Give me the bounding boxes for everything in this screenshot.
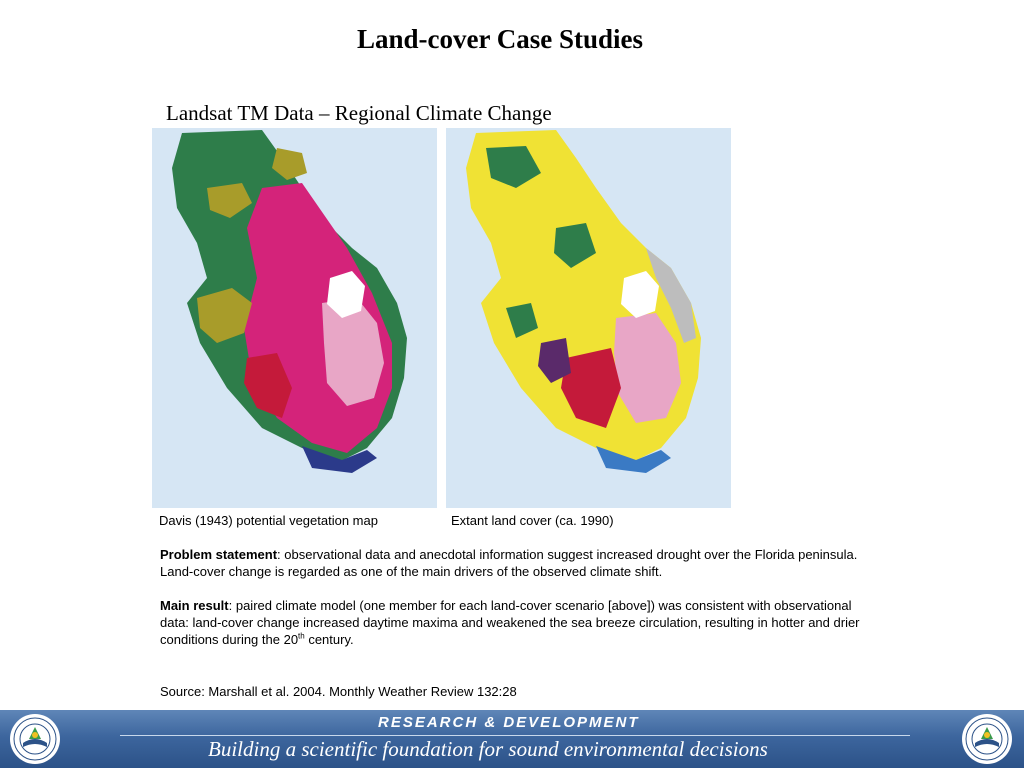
potential-vegetation-caption: Davis (1943) potential vegetation map bbox=[159, 513, 378, 528]
epa-seal-icon bbox=[961, 713, 1013, 765]
main-result-label: Main result bbox=[160, 598, 229, 613]
problem-statement-label: Problem statement bbox=[160, 547, 278, 562]
page-title: Land-cover Case Studies bbox=[356, 24, 644, 54]
problem-statement-text: : observational data and anecdotal information suggest increased drought over the Florida peninsula. Land-cover change is regarded as one of the main drivers of the observed climate shift. bbox=[160, 547, 858, 579]
footer-tagline: Building a scientific foundation for sound environmental decisions bbox=[208, 737, 768, 761]
main-result-text-end: century. bbox=[304, 632, 354, 647]
main-result-text: : paired climate model (one member for each land-cover scenario [above]) was consistent with observational data: land-cover change increased daytime maxima and weakened the sea breeze circulation, resulting in hotter and drier conditions during the 20 bbox=[160, 598, 860, 647]
epa-seal-icon bbox=[9, 713, 61, 765]
source-citation: Source: Marshall et al. 2004. Monthly Weather Review 132:28 bbox=[160, 684, 517, 699]
potential-vegetation-map bbox=[152, 128, 437, 508]
extant-land-cover-caption: Extant land cover (ca. 1990) bbox=[451, 513, 614, 528]
research-development-label: RESEARCH & DEVELOPMENT bbox=[378, 714, 640, 731]
page-subtitle: Landsat TM Data – Regional Climate Change bbox=[166, 101, 552, 125]
footer-banner bbox=[0, 710, 1024, 768]
main-result-superscript: th bbox=[298, 631, 305, 641]
footer-divider bbox=[120, 735, 910, 736]
extant-land-cover-map bbox=[446, 128, 731, 508]
problem-statement bbox=[160, 546, 860, 580]
main-result bbox=[160, 597, 860, 648]
